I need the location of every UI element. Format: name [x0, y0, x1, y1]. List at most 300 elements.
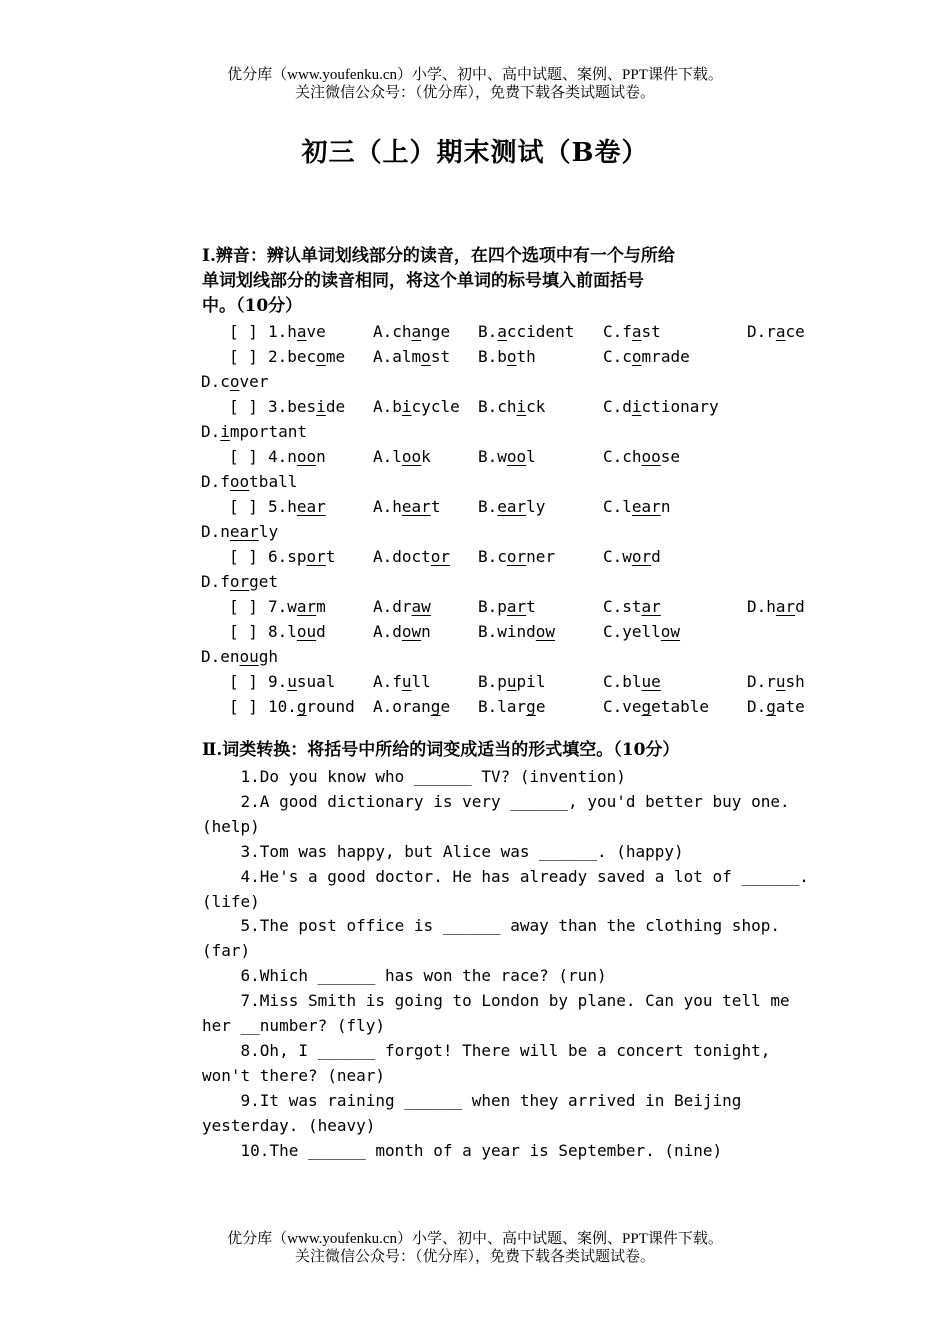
option-b-pre: B.	[478, 322, 498, 341]
option-b-cell	[478, 544, 555, 569]
option-b	[478, 597, 536, 616]
answer-bracket[interactable]: [ ]	[229, 672, 258, 691]
option-d-cell	[201, 369, 268, 394]
question-row-wrap	[0, 419, 950, 444]
question-number-and-word	[268, 344, 345, 369]
option-c-pre: C.f	[603, 322, 632, 341]
option-d-underlined: i	[220, 422, 230, 441]
question-word-pre: h	[287, 322, 297, 341]
question-word-post: ve	[306, 322, 326, 341]
option-b	[478, 697, 545, 716]
option-d-pre: D.n	[201, 522, 230, 541]
option-a-cell	[373, 694, 450, 719]
option-c	[603, 597, 661, 616]
question-row-wrap	[0, 519, 950, 544]
option-c-underlined: a	[631, 322, 642, 341]
question-word	[287, 397, 345, 416]
option-a	[373, 447, 431, 466]
option-a	[373, 672, 431, 691]
question-number: 8.	[268, 622, 288, 641]
option-b-post: e	[535, 697, 546, 716]
option-d	[201, 372, 268, 391]
question-word-pre: w	[287, 597, 297, 616]
option-d-cell	[747, 669, 805, 694]
option-a-post: nge	[421, 322, 451, 341]
option-a	[373, 322, 450, 341]
question-word-pre: bec	[287, 347, 317, 366]
question-number: 9.	[268, 672, 288, 691]
question-line: 10.The ______ month of a year is September. (nine)	[202, 1140, 723, 1160]
question-number: 7.	[268, 597, 288, 616]
option-c-underlined: ar	[641, 597, 661, 616]
option-d-cell	[747, 694, 805, 719]
question-word-underlined: o	[316, 347, 326, 366]
option-d-post: gh	[258, 647, 279, 666]
question-line: (help)	[202, 816, 260, 836]
question-number-and-word	[268, 494, 326, 519]
header-line-1: 优分库（www.youfenku.cn）小学、初中、高中试题、案例、PPT课件下载。	[227, 67, 723, 83]
option-b	[478, 497, 545, 516]
question-word	[287, 672, 335, 691]
option-d-underlined: or	[229, 572, 250, 591]
option-d-cell	[201, 569, 278, 594]
question-number: 4.	[268, 447, 288, 466]
question-word	[287, 547, 335, 566]
option-a-pre: A.dr	[373, 597, 412, 616]
option-a	[373, 397, 460, 416]
option-c-underlined: g	[641, 697, 652, 716]
option-b-underlined: ow	[535, 622, 556, 641]
option-b-pre: B.lar	[478, 697, 527, 716]
question-word	[287, 447, 326, 466]
question-word	[297, 697, 355, 716]
option-c-pre: C.ch	[603, 447, 642, 466]
option-a-cell	[373, 319, 450, 344]
question-word	[287, 497, 326, 516]
question-number: 1.	[268, 322, 288, 341]
option-b	[478, 322, 574, 341]
question-line: 9.It was raining ______ when they arrived in Beijing	[202, 1090, 742, 1110]
question-number-and-word	[268, 694, 355, 719]
option-d-cell	[201, 419, 307, 444]
option-b-post: t	[526, 597, 536, 616]
option-c	[603, 622, 680, 641]
option-c-post: n	[660, 497, 671, 516]
option-d-underlined: ou	[239, 647, 259, 666]
question-word-post: sual	[296, 672, 336, 691]
option-d-underlined: ear	[229, 522, 259, 541]
option-b-post: pil	[516, 672, 546, 691]
option-b-pre: B.ch	[478, 397, 517, 416]
option-b-post: ccident	[506, 322, 575, 341]
option-c-pre: C.l	[603, 497, 632, 516]
question-number-and-word	[268, 594, 326, 619]
question-row-wrap	[0, 644, 950, 669]
option-a-pre: A.b	[373, 397, 402, 416]
option-d-underlined: g	[766, 697, 776, 716]
question-line: 1.Do you know who ______ TV? (invention)	[202, 767, 626, 786]
section1-heading-line-3: 中。（10分）	[202, 296, 303, 316]
option-b-cell	[478, 594, 536, 619]
question-word-underlined: g	[296, 697, 307, 716]
option-c-cell	[603, 594, 661, 619]
question-number-and-word	[268, 669, 335, 694]
option-c	[603, 547, 661, 566]
question-word-underlined: i	[316, 397, 326, 416]
option-d-pre: D.	[747, 697, 767, 716]
question-word	[287, 597, 326, 616]
option-d-underlined: o	[229, 372, 240, 391]
option-a-underlined: ow	[401, 622, 422, 641]
option-d-post: ver	[239, 372, 269, 391]
question-row-wrap	[0, 369, 950, 394]
option-d	[747, 697, 805, 716]
option-c	[603, 447, 680, 466]
option-c-cell	[603, 694, 709, 719]
question-word-underlined: a	[296, 322, 307, 341]
option-d-underlined: u	[775, 672, 786, 691]
option-a-cell	[373, 669, 431, 694]
option-c	[603, 322, 661, 341]
question-line: 5.The post office is ______ away than the clothing shop.	[202, 916, 780, 936]
question-word-post: d	[316, 622, 326, 641]
option-b-post: th	[516, 347, 536, 366]
option-b-cell	[478, 619, 555, 644]
option-a	[373, 347, 450, 366]
option-d-pre: D.h	[747, 597, 776, 616]
question-word-post: n	[316, 447, 326, 466]
option-d-pre: D.c	[201, 372, 230, 391]
option-c-underlined: ear	[631, 497, 661, 516]
option-a-underlined: u	[401, 672, 412, 691]
option-d-cell	[747, 594, 805, 619]
option-c	[603, 497, 670, 516]
option-a-cell	[373, 344, 450, 369]
question-row	[0, 444, 950, 469]
question-line: 2.A good dictionary is very ______, you'd better buy one.	[202, 791, 790, 811]
option-a-underlined: i	[401, 397, 412, 416]
question-word-underlined: ar	[296, 597, 317, 616]
option-b-cell	[478, 444, 536, 469]
question-line: (life)	[202, 891, 260, 911]
question-row-wrap	[0, 569, 950, 594]
question-line: (far)	[202, 941, 251, 961]
option-b-post: ly	[526, 497, 546, 516]
option-a-pre: A.alm	[373, 347, 422, 366]
option-a-pre: A.d	[373, 622, 402, 641]
option-b-underlined: g	[526, 697, 536, 716]
footer-line-2: 关注微信公众号：（优分库），免费下载各类试题试卷。	[294, 1249, 655, 1265]
option-b-cell	[478, 494, 545, 519]
option-b-pre: B.b	[478, 347, 507, 366]
option-b	[478, 347, 536, 366]
option-c-underlined: ow	[660, 622, 681, 641]
question-line: 3.Tom was happy, but Alice was ______. (happy)	[202, 841, 684, 861]
option-c-underlined: ue	[641, 672, 661, 691]
option-b-underlined: or	[506, 547, 527, 566]
question-number-and-word	[268, 619, 326, 644]
option-c-underlined: oo	[641, 447, 661, 466]
option-a-cell	[373, 594, 431, 619]
option-a-underlined: oo	[401, 447, 422, 466]
option-a-underlined: a	[411, 322, 422, 341]
question-line: 8.Oh, I ______ forgot! There will be a concert tonight,	[202, 1040, 771, 1060]
question-row	[0, 619, 950, 644]
option-b-cell	[478, 344, 536, 369]
option-d-pre: D.f	[201, 472, 230, 491]
option-c-post: st	[641, 322, 661, 341]
question-word-post: m	[316, 597, 326, 616]
option-a-underlined: ear	[401, 497, 431, 516]
option-c-pre: C.bl	[603, 672, 642, 691]
answer-bracket[interactable]: [ ]	[229, 547, 258, 566]
option-a-post: k	[421, 447, 431, 466]
option-a-underlined: or	[430, 547, 451, 566]
option-b-underlined: u	[506, 672, 517, 691]
option-a-post: st	[430, 347, 451, 366]
option-a	[373, 497, 440, 516]
option-a-post: cycle	[411, 397, 460, 416]
option-b-underlined: ar	[506, 597, 527, 616]
question-word-post: me	[325, 347, 346, 366]
question-number: 10.	[268, 697, 297, 716]
option-b-underlined: oo	[506, 447, 527, 466]
answer-bracket[interactable]: [ ]	[229, 497, 258, 516]
option-c-underlined: or	[631, 547, 652, 566]
option-c-pre: C.w	[603, 547, 632, 566]
option-b-post: ck	[526, 397, 546, 416]
option-d-underlined: a	[775, 322, 786, 341]
option-d	[201, 572, 278, 591]
option-b-underlined: o	[506, 347, 517, 366]
option-a	[373, 697, 450, 716]
question-row	[0, 544, 950, 569]
option-a-underlined: aw	[411, 597, 431, 616]
option-c-pre: C.st	[603, 597, 642, 616]
option-c-cell	[603, 619, 680, 644]
option-d-pre: D.f	[201, 572, 230, 591]
footer-line-1: 优分库（www.youfenku.cn）小学、初中、高中试题、案例、PPT课件下载。	[227, 1231, 723, 1247]
option-d-post: ate	[775, 697, 805, 716]
option-c-cell	[603, 444, 680, 469]
option-b-post: l	[526, 447, 536, 466]
question-word-post: de	[325, 397, 346, 416]
question-line: 7.Miss Smith is going to London by plane. Can you tell me	[202, 991, 790, 1011]
question-word-pre: bes	[287, 397, 317, 416]
option-c	[603, 672, 661, 691]
option-c-post: d	[651, 547, 661, 566]
question-word-pre: sp	[287, 547, 307, 566]
answer-bracket[interactable]: [ ]	[229, 322, 258, 341]
option-d-cell	[201, 469, 297, 494]
question-word-underlined: ear	[296, 497, 326, 516]
section1-heading-line-1: Ⅰ.辨音：辨认单词划线部分的读音，在四个选项中有一个与所给	[202, 246, 675, 266]
question-word-underlined: oo	[296, 447, 317, 466]
option-a-pre: A.oran	[373, 697, 431, 716]
option-c-cell	[603, 394, 719, 419]
option-a-pre: A.ch	[373, 322, 412, 341]
question-word-underlined: u	[287, 672, 297, 691]
question-row-wrap	[0, 469, 950, 494]
question-word	[287, 322, 326, 341]
option-d-underlined: ar	[775, 597, 796, 616]
option-a-cell	[373, 619, 431, 644]
option-d-post: d	[795, 597, 805, 616]
question-line: 4.He's a good doctor. He has already saved a lot of ______.	[202, 866, 809, 886]
question-word-pre: h	[287, 497, 297, 516]
option-c-post: se	[660, 447, 681, 466]
question-number: 5.	[268, 497, 288, 516]
option-d	[747, 672, 805, 691]
question-row	[0, 344, 950, 369]
section2-heading: Ⅱ.词类转换：将括号中所给的词变成适当的形式填空。（10分）	[202, 740, 680, 760]
option-a-pre: A.f	[373, 672, 402, 691]
question-line: won't there? (near)	[202, 1065, 386, 1085]
option-a-cell	[373, 394, 460, 419]
option-d	[201, 522, 278, 541]
question-word-pre: l	[287, 622, 297, 641]
option-d-cell	[747, 319, 805, 344]
option-d-pre: D.r	[747, 322, 776, 341]
question-row	[0, 319, 950, 344]
option-d-post: sh	[785, 672, 805, 691]
option-d-underlined: oo	[229, 472, 250, 491]
question-word-underlined: ou	[296, 622, 317, 641]
option-a-cell	[373, 444, 431, 469]
question-line: 6.Which ______ has won the race? (run)	[202, 966, 607, 986]
option-a-post: t	[430, 497, 441, 516]
option-a-pre: A.h	[373, 497, 402, 516]
option-c-cell	[603, 319, 661, 344]
option-c	[603, 397, 719, 416]
option-c-cell	[603, 494, 670, 519]
option-b-pre: B.wind	[478, 622, 536, 641]
option-d-post: mportant	[229, 422, 307, 441]
question-row	[0, 694, 950, 719]
option-c-cell	[603, 544, 661, 569]
option-d-pre: D.	[201, 422, 221, 441]
option-a-underlined: o	[421, 347, 431, 366]
option-c-pre: C.ve	[603, 697, 642, 716]
answer-bracket[interactable]: [ ]	[229, 597, 258, 616]
option-b	[478, 447, 536, 466]
option-b-pre: B.p	[478, 672, 507, 691]
question-number-and-word	[268, 544, 335, 569]
option-b-cell	[478, 319, 574, 344]
question-row	[0, 669, 950, 694]
option-a-cell	[373, 544, 450, 569]
option-b-underlined: i	[516, 397, 527, 416]
option-a-underlined: g	[430, 697, 441, 716]
option-d	[201, 472, 297, 491]
option-d-post: get	[249, 572, 279, 591]
option-b	[478, 672, 545, 691]
option-c-post: ctionary	[641, 397, 719, 416]
option-c-pre: C.yell	[603, 622, 661, 641]
question-number-and-word	[268, 444, 326, 469]
option-c-underlined: i	[631, 397, 642, 416]
option-a	[373, 547, 450, 566]
option-d-pre: D.r	[747, 672, 776, 691]
option-b-cell	[478, 394, 545, 419]
question-line: her __number? (fly)	[202, 1016, 386, 1035]
section1-heading-line-2: 单词划线部分的读音相同，将这个单词的标号填入前面括号	[202, 271, 644, 291]
option-c-cell	[603, 669, 661, 694]
option-a-pre: A.doct	[373, 547, 431, 566]
answer-bracket[interactable]: [ ]	[229, 622, 258, 641]
option-d	[747, 322, 805, 341]
option-b	[478, 397, 545, 416]
question-number: 6.	[268, 547, 288, 566]
option-b-cell	[478, 669, 545, 694]
option-c	[603, 697, 709, 716]
option-d	[201, 422, 307, 441]
option-b-pre: B.p	[478, 597, 507, 616]
option-c-underlined: o	[631, 347, 642, 366]
option-a-pre: A.l	[373, 447, 402, 466]
option-d-post: tball	[249, 472, 298, 491]
option-b-post: ner	[526, 547, 556, 566]
question-word-post: round	[306, 697, 355, 716]
option-d-pre: D.en	[201, 647, 240, 666]
option-a-post: e	[440, 697, 451, 716]
option-c-pre: C.c	[603, 347, 632, 366]
question-word	[287, 347, 345, 366]
option-b-pre: B.	[478, 497, 498, 516]
option-b-underlined: a	[497, 322, 507, 341]
option-b	[478, 547, 555, 566]
option-b	[478, 622, 555, 641]
option-b-pre: B.c	[478, 547, 507, 566]
option-c-post: etable	[651, 697, 709, 716]
option-d-cell	[201, 519, 278, 544]
option-c-post: mrade	[641, 347, 690, 366]
answer-bracket[interactable]: [ ]	[229, 347, 258, 366]
option-b-pre: B.w	[478, 447, 507, 466]
page-title: 初三（上）期末测试（B卷）	[301, 138, 649, 168]
question-row	[0, 494, 950, 519]
question-word	[287, 622, 326, 641]
option-a	[373, 622, 431, 641]
option-a-post: ll	[411, 672, 431, 691]
option-a	[373, 597, 431, 616]
question-line: yesterday. (heavy)	[202, 1115, 376, 1135]
question-number: 3.	[268, 397, 288, 416]
question-row	[0, 394, 950, 419]
question-number-and-word	[268, 319, 326, 344]
option-a-post: n	[421, 622, 431, 641]
option-d-post: ly	[258, 522, 279, 541]
question-word-post: t	[325, 547, 336, 566]
option-d-post: ce	[785, 322, 805, 341]
option-c-cell	[603, 344, 690, 369]
answer-bracket[interactable]: [ ]	[229, 397, 258, 416]
option-d-cell	[201, 644, 278, 669]
option-c	[603, 347, 690, 366]
question-number: 2.	[268, 347, 288, 366]
section1-heading	[202, 244, 762, 319]
option-b-underlined: ear	[497, 497, 527, 516]
header-watermark-top	[0, 66, 950, 102]
option-a-cell	[373, 494, 440, 519]
question-number-and-word	[268, 394, 345, 419]
answer-bracket[interactable]: [ ]	[229, 447, 258, 466]
question-row	[0, 594, 950, 619]
question-word-pre: n	[287, 447, 297, 466]
footer-watermark	[0, 1230, 950, 1266]
answer-bracket[interactable]: [ ]	[229, 697, 258, 716]
option-d	[747, 597, 805, 616]
